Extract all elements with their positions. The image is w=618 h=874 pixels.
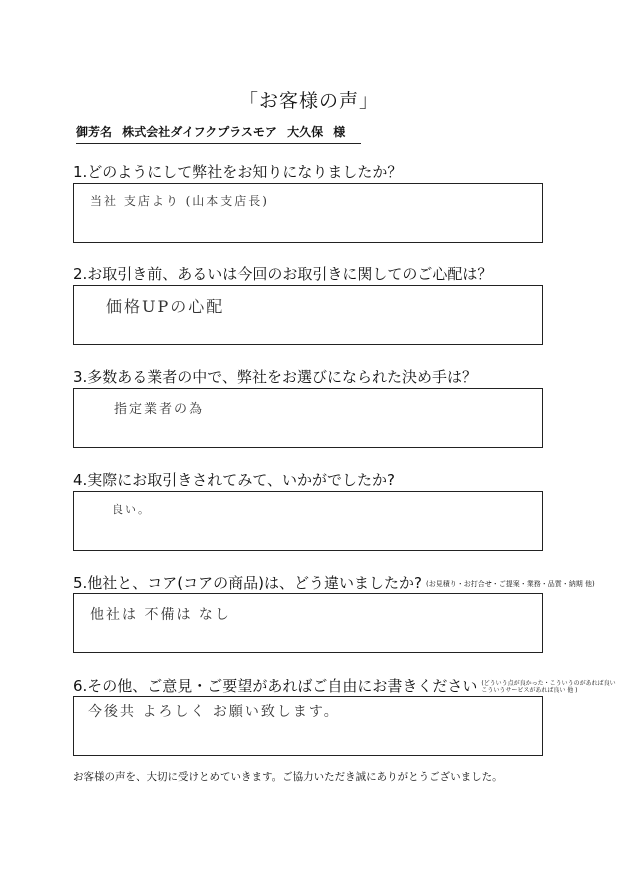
answer-box-4	[73, 491, 543, 551]
customer-name: 大久保	[287, 125, 324, 139]
footer-thanks: お客様の声を、大切に受けとめていきます。ご協力いただき誠にありがとうございました。	[73, 771, 503, 783]
question-6	[73, 675, 616, 696]
question-5-text: 5.他社と、コア(コアの商品)は、どう違いましたか?	[73, 574, 422, 592]
customer-honorific: 様	[333, 125, 346, 139]
question-2: 2.お取引き前、あるいは今回のお取引きに関してのご心配は？	[73, 265, 493, 283]
question-3: 3.多数ある業者の中で、弊社をお選びになられた決め手は？	[73, 368, 478, 386]
answer-box-1	[73, 183, 543, 243]
question-6-text: 6.その他、ご意見・ご要望があればご自由にお書きください	[73, 677, 478, 695]
question-4: 4.実際にお取引きされてみて、いかがでしたか?	[73, 471, 395, 489]
answer-4: 良い。	[112, 503, 151, 516]
customer-company: 株式会社ダイフクプラスモア	[122, 125, 277, 139]
answer-2: 価格UPの心配	[106, 297, 225, 316]
answer-box-2	[73, 285, 543, 345]
answer-1: 当社 支店より (山本支店長)	[90, 194, 269, 208]
answer-3: 指定業者の為	[114, 402, 205, 417]
answer-box-5	[73, 593, 543, 653]
answer-box-6	[73, 696, 543, 756]
answer-6: 今後共 よろしく お願い致します。	[88, 704, 340, 720]
customer-underline	[76, 143, 361, 144]
answer-box-3	[73, 388, 543, 448]
question-5-note: (お見積り・お打合せ・ご提案・業務・品質・納期 他)	[425, 579, 595, 588]
question-6-note-line2: こういうサービスがあれば良い 他 )	[481, 686, 578, 694]
question-6-note-line1: (どういう点が良かった・こういうのがあれば良い	[481, 679, 616, 687]
question-5	[73, 572, 595, 593]
page-title: 「お客様の声」	[238, 90, 379, 112]
customer-label: 御芳名	[76, 125, 113, 139]
customer-name-line	[76, 123, 376, 140]
answer-5: 他社は 不備は なし	[90, 607, 231, 623]
question-1: 1.どのようにして弊社をお知りになりましたか？	[73, 163, 403, 181]
question-6-note	[481, 680, 615, 694]
